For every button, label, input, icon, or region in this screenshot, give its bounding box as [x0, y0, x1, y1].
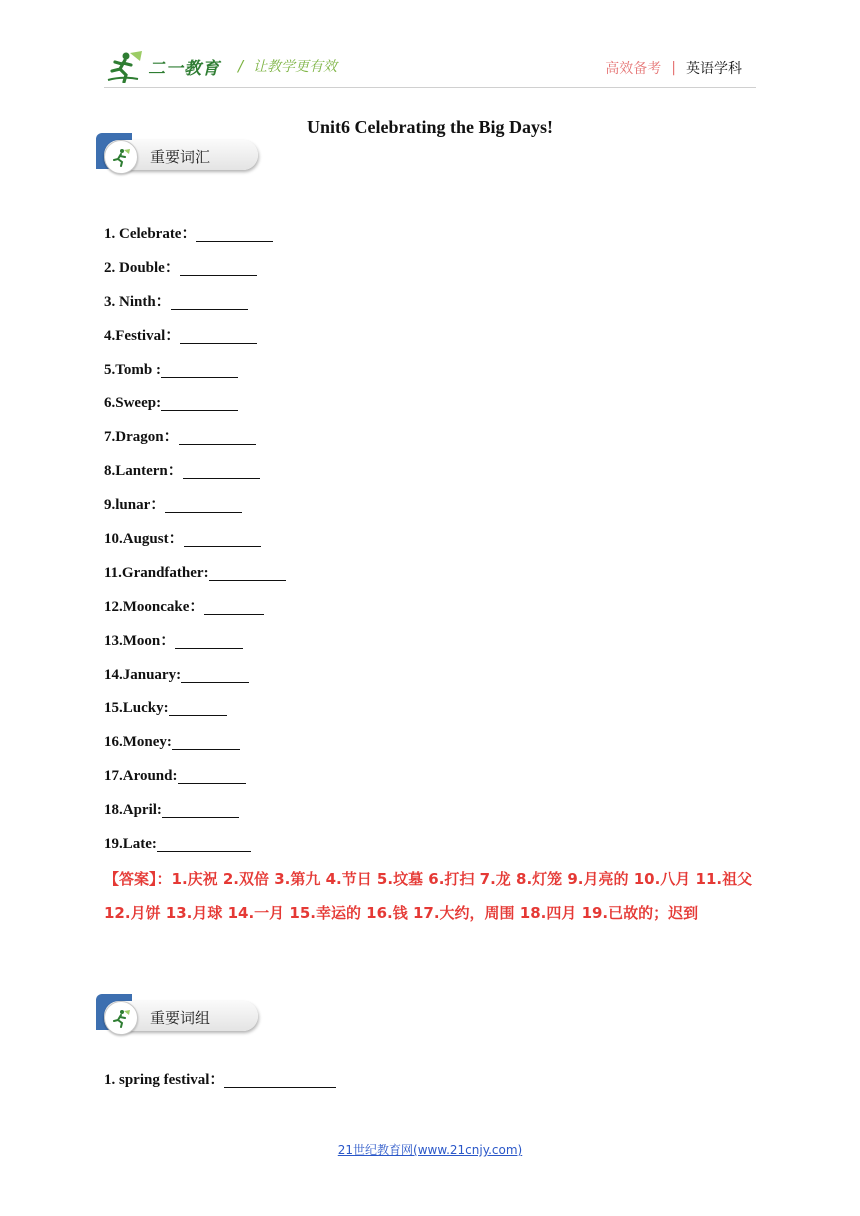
- vocab-item: [104, 425, 286, 459]
- answer-text: 【答案】：1.庆祝 2.双倍 3.第九 4.节日 5.坟墓 6.打扫 7.龙 8.灯笼 9.月亮的 10.八月 11.祖父 12.月饼 13.月球 14.一月 15.幸运的 16.钱 17.大约，周围 18.四月 19.已故的；迟到: [104, 870, 753, 922]
- vocab-item: [104, 730, 286, 764]
- vocab-word: 16.Money:: [104, 734, 172, 751]
- slogan: 让教学更有效: [253, 59, 338, 75]
- footer: [0, 1141, 860, 1158]
- vocab-word: 19.Late:: [104, 836, 157, 853]
- header-rule: [104, 87, 756, 88]
- logo: [106, 49, 337, 83]
- page-header: [0, 0, 860, 100]
- vocab-word: 7.Dragon：: [104, 429, 179, 446]
- section-label: 重要词组: [150, 1009, 211, 1027]
- runner-logo-icon: [106, 49, 146, 83]
- subject-label: 英语学科: [686, 61, 742, 77]
- vocab-word: 11.Grandfather:: [104, 564, 209, 581]
- answer-blank[interactable]: [178, 766, 246, 784]
- vocab-word: 17.Around:: [104, 768, 178, 785]
- answer-blank[interactable]: [157, 834, 251, 852]
- phrase-text: 1. spring festival：: [104, 1072, 225, 1088]
- vocab-item: [104, 629, 286, 663]
- section-badge-vocabulary: [96, 133, 261, 175]
- answer-blank[interactable]: [180, 326, 257, 344]
- vocab-item: [104, 358, 286, 392]
- answer-blank[interactable]: [161, 393, 238, 411]
- vocab-item: [104, 493, 286, 527]
- vocab-item: [104, 764, 286, 798]
- exam-label: 高效备考: [605, 61, 662, 77]
- vocab-item: [104, 595, 286, 629]
- vocab-item: [104, 324, 286, 358]
- section-badge-phrases: [96, 994, 261, 1036]
- vocab-word: 8.Lantern：: [104, 463, 183, 480]
- answer-blank[interactable]: [175, 631, 243, 649]
- vocab-word: 1. Celebrate：: [104, 226, 197, 242]
- answer-blank[interactable]: [204, 597, 264, 615]
- answer-blank[interactable]: [165, 495, 242, 513]
- vocab-item: [104, 832, 286, 866]
- vocab-word: 14.January:: [104, 666, 182, 683]
- answer-blank[interactable]: [179, 427, 256, 445]
- vocab-word: 12.Mooncake：: [104, 598, 205, 615]
- vocab-word: 13.Moon：: [104, 632, 176, 649]
- vocab-item: [104, 561, 286, 595]
- header-right: [605, 58, 742, 78]
- phrase-item: [104, 1068, 336, 1089]
- vocab-word: 5.Tomb :: [104, 361, 161, 378]
- vocab-item: [104, 696, 286, 730]
- answer-blank[interactable]: [209, 563, 286, 581]
- page-title: Unit6 Celebrating the Big Days!: [307, 117, 553, 137]
- answer-blank[interactable]: [183, 461, 260, 479]
- footer-link[interactable]: 21世纪教育网(www.21cnjy.com): [337, 1143, 523, 1157]
- runner-icon: [104, 1001, 138, 1035]
- answer-blank[interactable]: [184, 529, 261, 547]
- vocab-word: 10.August：: [104, 531, 184, 548]
- vocab-item: [104, 527, 286, 561]
- vocab-word: 4.Festival：: [104, 327, 181, 344]
- vocab-word: 6.Sweep:: [104, 395, 162, 412]
- vocab-item: [104, 459, 286, 493]
- logo-text: 二一教育: [148, 58, 220, 79]
- vocab-item: [104, 256, 286, 290]
- vocab-word: 3. Ninth：: [104, 293, 171, 310]
- section-label: 重要词汇: [150, 148, 211, 166]
- vocab-item: [104, 290, 286, 324]
- vocab-word: 15.Lucky:: [104, 700, 169, 717]
- vocab-word: 18.April:: [104, 802, 162, 819]
- answer-blank[interactable]: [172, 732, 240, 750]
- answer-blank[interactable]: [181, 665, 249, 683]
- vocab-word: 9.lunar：: [104, 497, 166, 514]
- vocab-word: 2. Double：: [104, 259, 180, 276]
- vocab-item: [104, 798, 286, 832]
- answer-blank[interactable]: [171, 292, 248, 310]
- slogan-separator: /: [238, 57, 244, 75]
- vocab-item: [104, 663, 286, 697]
- runner-icon: [104, 140, 138, 174]
- header-divider: |: [671, 60, 676, 76]
- answer-blank[interactable]: [162, 800, 239, 818]
- vocabulary-list: [104, 222, 286, 866]
- answer-blank[interactable]: [224, 1070, 336, 1088]
- vocab-item: [104, 391, 286, 425]
- answer-blank[interactable]: [169, 698, 227, 716]
- answer-blank[interactable]: [180, 258, 257, 276]
- phrase-list: [104, 1068, 336, 1089]
- answer-blank[interactable]: [196, 224, 273, 242]
- vocab-item: [104, 222, 286, 256]
- answer-blank[interactable]: [161, 360, 238, 378]
